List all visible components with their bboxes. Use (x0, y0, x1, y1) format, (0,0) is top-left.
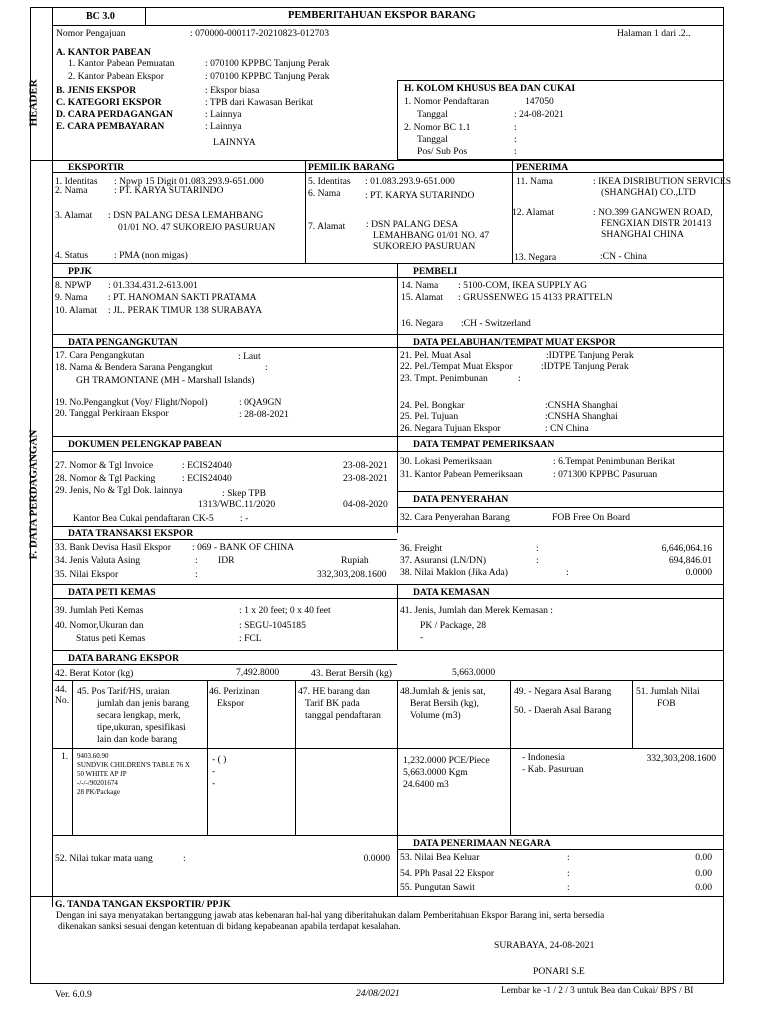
nilai-ekspor-colon: : (195, 569, 198, 580)
invoice-label: 27. Nomor & Tgl Invoice (55, 460, 154, 471)
col-hs-head: 45. Pos Tarif/HS, uraian (77, 686, 170, 697)
nomor-peti-label: 40. Nomor,Ukuran dan (55, 620, 144, 631)
jenis-ekspor-label: B. JENIS EKSPOR (56, 85, 137, 96)
kurs-label: 52. Nilai tukar mata uang (55, 853, 153, 864)
doc-code: BC 3.0 (86, 11, 115, 22)
valuta-name: Rupiah (341, 555, 369, 566)
col-izin-head: 46. Perizinan (209, 686, 260, 697)
kp-ekspor-label: 2. Kantor Pabean Ekspor (68, 71, 164, 82)
col-sep-5 (510, 680, 511, 835)
packing-label: 28. Nomor & Tgl Packing (55, 473, 156, 484)
penerima-alamat-value-3: SHANGHAI CHINA (601, 229, 684, 240)
col-sep-4 (397, 680, 398, 835)
sawit-value: 0.00 (695, 882, 712, 893)
ttd-statement-1: Dengan ini saya menyatakan bertanggung jawab atas kebenaran hal-hal yang diberitahukan dalam Pemberitahuan Ekspor Barang ini, serta bersedia (56, 911, 605, 921)
cara-pembayaran-value-2: LAINNYA (213, 137, 256, 148)
pembeli-negara-label: 16. Negara (401, 318, 444, 329)
maklon-label: 38. Nilai Maklon (Jika Ada) (400, 567, 508, 578)
row-jumlah-3: 24.6400 m3 (403, 779, 449, 790)
pel-bongkar-label: 24. Pel. Bongkar (400, 400, 465, 411)
row-daerah-asal: - Kab. Pasuruan (522, 764, 584, 775)
penyerahan-heading: DATA PENYERAHAN (413, 494, 509, 505)
col-daerah-head: 50. - Daerah Asal Barang (514, 705, 612, 716)
page-indicator: Halaman 1 dari .2.. (617, 28, 691, 39)
col-fob-head: 51. Jumlah Nilai (636, 686, 700, 697)
party-divider-1 (305, 160, 306, 263)
penerima-heading: PENERIMA (516, 162, 569, 173)
pemilik-heading: PEMILIK BARANG (308, 162, 395, 173)
doc-title: PEMBERITAHUAN EKSPOR BARANG (288, 10, 476, 21)
tmpt-penimbunan-value: : (518, 373, 521, 384)
section-column-line (52, 7, 53, 907)
ppjk-alamat-value: : JL. PERAK TIMUR 138 SURABAYA (108, 305, 263, 316)
kantor-pemeriksaan-label: 31. Kantor Pabean Pemeriksaan (400, 469, 523, 480)
eksportir-identitas-label: 1. Identitas (55, 176, 98, 187)
pos-value: : (514, 146, 517, 157)
berat-bersih-label: 43. Berat Bersih (kg) (311, 668, 392, 679)
dok-lainnya-date: 04-08-2020 (343, 499, 388, 510)
pemilik-alamat-value-3: SUKOREJO PASURUAN (373, 241, 476, 252)
lokasi-pemeriksaan-label: 30. Lokasi Pemeriksaan (400, 456, 492, 467)
col-hs-head-2: jumlah dan jenis barang (97, 698, 189, 709)
freight-value: 6,646,064.16 (661, 543, 712, 554)
eksportir-nama-value: : PT. KARYA SUTARINDO (114, 185, 224, 196)
bank-devisa-label: 33. Bank Devisa Hasil Ekspor (55, 542, 171, 553)
penerima-nama-label: 11. Nama (516, 176, 553, 187)
header-data-separator (30, 160, 724, 161)
asuransi-value: 694,846.01 (668, 555, 712, 566)
berat-kotor-value: 7,492.8000 (236, 667, 280, 678)
barang-top-line (52, 650, 724, 651)
ppjk-head-line (52, 277, 724, 278)
col-no-head-2: No. (55, 695, 70, 706)
eksportir-alamat-label: 3. Alamat (55, 210, 93, 221)
pemilik-identitas-label: 5. Identitas (308, 176, 351, 187)
pel-tujuan-label: 25. Pel. Tujuan (400, 411, 459, 422)
freight-label: 36. Freight (400, 543, 443, 554)
eksportir-status-label: 4. Status (55, 250, 89, 261)
berat-kotor-label: 42. Berat Kotor (kg) (55, 668, 134, 679)
nomor-pendaftaran-label: 1. Nomor Pendaftaran (404, 96, 489, 107)
col-jumlah-head-2: Berat Bersih (kg), (410, 698, 480, 709)
row-izin-2: - (212, 766, 216, 777)
pel-bongkar-value: :CNSHA Shanghai (545, 400, 618, 411)
ttd-name: PONARI S.E (533, 966, 585, 977)
pemilik-alamat-value-2: LEMAHBANG 01/01 NO. 47 (373, 230, 490, 241)
sarana-pengangkut-value: GH TRAMONTANE (MH - Marshall Islands) (76, 375, 255, 386)
nilai-ekspor-label: 35. Nilai Ekspor (55, 569, 119, 580)
eksportir-alamat-value: : DSN PALANG DESA LEMAHBANG (108, 210, 264, 221)
bank-devisa-value: : 069 - BANK OF CHINA (192, 542, 295, 553)
nomor-peti-value: : SEGU-1045185 (239, 620, 306, 631)
kemasan-heading: DATA KEMASAN (413, 587, 490, 598)
ppjk-alamat-label: 10. Alamat (55, 305, 98, 316)
tanggal-daftar-label: Tanggal (417, 109, 448, 120)
status-peti-label: Status peti Kemas (76, 633, 146, 644)
valuta-colon: : (195, 555, 198, 566)
col-he-head: 47. HE barang dan (298, 686, 370, 697)
title-row-line (52, 25, 724, 26)
pel-muat-asal-value: :IDTPE Tanjung Perak (546, 350, 634, 361)
row-jumlah-1: 1,232.0000 PCE/Piece (403, 755, 490, 766)
col-jumlah-head: 48.Jumlah & jenis sat, (400, 686, 486, 697)
col-sep-3 (295, 680, 296, 835)
nomor-pengajuan-label: Nomor Pengajuan (56, 28, 126, 39)
status-peti-value: : FCL (239, 633, 262, 644)
pelabuhan-heading: DATA PELABUHAN/TEMPAT MUAT EKSPOR (413, 337, 616, 348)
row-negara-asal: - Indonesia (522, 752, 565, 763)
col-sep-6 (632, 680, 633, 748)
dokumen-heading: DOKUMEN PELENGKAP PABEAN (68, 439, 222, 450)
pph-colon: : (567, 868, 570, 879)
pph-label: 54. PPh Pasal 22 Ekspor (400, 868, 495, 879)
berat-bersih-value: 5,663.0000 (452, 667, 496, 678)
col-izin-head-2: Ekspor (217, 698, 245, 709)
row-hs: 9403.60.90 (77, 752, 109, 760)
peti-top-line (52, 584, 724, 585)
nomor-pendaftaran-value: 147050 (525, 96, 554, 107)
eksportir-status-value: : PMA (non migas) (114, 250, 188, 261)
packing-date: 23-08-2021 (343, 473, 388, 484)
footer-version: Ver. 6.0.9 (55, 989, 92, 1000)
penerima-nama-value: : IKEA DISRIBUTION SERVICES (593, 176, 732, 187)
col-sep-2 (207, 680, 208, 835)
row-jumlah-2: 5,663.0000 Kgm (403, 767, 468, 778)
ppjk-top-line (52, 263, 724, 264)
sawit-colon: : (567, 882, 570, 893)
bea-keluar-colon: : (567, 852, 570, 863)
pemilik-nama-value: : PT. KARYA SUTARINDO (365, 190, 475, 201)
packing-value: : ECIS24040 (182, 473, 232, 484)
tanggal-bc11-label: Tanggal (417, 134, 448, 145)
tmpt-penimbunan-label: 23. Tmpt. Penimbunan (400, 373, 488, 384)
col-he-head-3: tanggal pendaftaran (305, 710, 381, 721)
data-perdagangan-section-label: F. DATA PERDAGANGAN (27, 429, 40, 560)
peti-head-line (52, 598, 724, 599)
bea-keluar-label: 53. Nilai Bea Keluar (400, 852, 480, 863)
pembeli-nama-label: 14. Nama (401, 280, 439, 291)
jumlah-peti-label: 39. Jumlah Peti Kemas (55, 605, 144, 616)
sarana-pengangkut-label: 18. Nama & Bendera Sarana Pengangkut (55, 362, 213, 373)
kantor-pemeriksaan-value: : 071300 KPPBC Pasuruan (553, 469, 658, 480)
row-desc-4: 28 PK/Package (77, 788, 120, 796)
row-desc-3: -/-/-/90201674 (77, 779, 118, 787)
pel-tujuan-value: :CNSHA Shanghai (545, 411, 618, 422)
cara-pembayaran-value: : Lainnya (205, 121, 242, 132)
valuta-code: IDR (218, 555, 235, 566)
lokasi-pemeriksaan-value: : 6.Tempat Penimbunan Berikat (553, 456, 675, 467)
penerima-nama-value-2: (SHANGHAI) CO.,LTD (601, 187, 696, 198)
tanggal-ekspor-label: 20. Tanggal Perkiraan Ekspor (55, 408, 169, 419)
ppjk-npwp-label: 8. NPWP (55, 280, 92, 291)
eksportir-identitas-value: : Npwp 15 Digit 01.083.293.9-651.000 (114, 176, 264, 187)
kemasan-merek: - (420, 632, 424, 643)
pemeriksaan-heading: DATA TEMPAT PEMERIKSAAN (413, 439, 555, 450)
col-no-head: 44. (55, 684, 67, 695)
col-negara-head: 49. - Negara Asal Barang (514, 686, 612, 697)
dok-lainnya-value: : Skep TPB (222, 488, 267, 499)
dok-lainnya-value-2: 1313/WBC.11/2020 (198, 499, 276, 510)
transaksi-heading: DATA TRANSAKSI EKSPOR (68, 528, 194, 539)
valuta-label: 34. Jenis Valuta Asing (55, 555, 141, 566)
tanggal-daftar-value: : 24-08-2021 (514, 109, 564, 120)
kategori-ekspor-value: : TPB dari Kawasan Berikat (205, 97, 313, 108)
penerimaan-heading: DATA PENERIMAAN NEGARA (413, 838, 551, 849)
kemasan-value: PK / Package, 28 (420, 620, 487, 631)
pel-muat-asal-label: 21. Pel. Muat Asal (400, 350, 472, 361)
pel-muat-ekspor-value: :IDTPE Tanjung Perak (541, 361, 629, 372)
penerima-negara-value: :CN - China (600, 251, 647, 262)
ttd-heading: G. TANDA TANGAN EKSPORTIR/ PPJK (55, 899, 231, 910)
title-divider (145, 7, 146, 25)
pembeli-alamat-value: : GRUSSENWEG 15 4133 PRATTELN (458, 292, 613, 303)
eksportir-nama-label: 2. Nama (55, 185, 88, 196)
pembeli-alamat-label: 15. Alamat (401, 292, 444, 303)
tanggal-ekspor-value: : 28-08-2021 (239, 409, 289, 420)
kantor-pabean-heading: A. KANTOR PABEAN (56, 47, 151, 58)
footer-date: 24/08/2021 (356, 988, 400, 999)
cara-penyerahan-value: FOB Free On Board (552, 512, 631, 523)
transaksi-top-line (52, 526, 724, 527)
transaksi-head-line (52, 539, 397, 540)
pel-muat-ekspor-label: 22. Pel./Tempat Muat Ekspor (400, 361, 513, 372)
bc11-value: : (514, 122, 517, 133)
penerima-negara-label: 13. Negara (514, 252, 557, 263)
bc11-label: 2. Nomor BC 1.1 (404, 122, 471, 133)
no-pengangkut-value: : 0QA9GN (239, 397, 282, 408)
pembeli-heading: PEMBELI (413, 266, 458, 277)
jenis-ekspor-value: : Ekspor biasa (205, 85, 260, 96)
kp-muat-label: 1. Kantor Pabean Pemuatan (68, 58, 175, 69)
pembeli-nama-value: : 5100-COM, IKEA SUPPLY AG (458, 280, 588, 291)
cara-pengangkutan-value: : Laut (238, 351, 261, 362)
kurs-colon: : (183, 853, 186, 864)
penerima-alamat-value: : NO.399 GANGWEN ROAD, (593, 207, 713, 218)
pemilik-alamat-value: : DSN PALANG DESA (366, 219, 459, 230)
col-sep-1 (72, 680, 73, 835)
asuransi-colon: : (536, 555, 539, 566)
ck5-value: : - (240, 513, 249, 524)
bea-keluar-value: 0.00 (695, 852, 712, 863)
row-no: 1. (61, 751, 69, 762)
ppjk-npwp-value: : 01.334.431.2-613.001 (108, 280, 198, 291)
pph-value: 0.00 (695, 868, 712, 879)
cara-penyerahan-label: 32. Cara Penyerahan Barang (400, 512, 510, 523)
penerima-alamat-value-2: FENGXIAN DISTR 201413 (601, 218, 712, 229)
pos-label: Pos/ Sub Pos (417, 146, 468, 157)
dokumen-head-line (52, 451, 724, 452)
kurs-value: 0.0000 (363, 853, 390, 864)
ttd-top-line (30, 896, 724, 897)
ttd-statement-2: dikenakan sanksi sesuai dengan ketentuan di bidang kepabeanan apabila terdapat kesalahan. (58, 922, 401, 932)
penerimaan-head-line (397, 849, 724, 850)
kolom-khusus-heading: H. KOLOM KHUSUS BEA DAN CUKAI (404, 83, 576, 94)
pengangkutan-heading: DATA PENGANGKUTAN (68, 337, 178, 348)
jumlah-peti-value: : 1 x 20 feet; 0 x 40 feet (239, 605, 331, 616)
mid-divider (397, 263, 398, 533)
penerima-alamat-label: 12. Alamat (512, 207, 555, 218)
ppjk-nama-value: : PT. HANOMAN SAKTI PRATAMA (108, 292, 257, 303)
ck5-label: Kantor Bea Cukai pendaftaran CK-5 (73, 513, 214, 524)
penerimaan-divider (397, 835, 398, 896)
item-table-bottom (52, 835, 724, 836)
penyerahan-head-line (397, 507, 724, 508)
dokumen-top-line (52, 436, 724, 437)
col-fob-head-2: FOB (657, 698, 676, 709)
row-fob-value: 332,303,208.1600 (646, 753, 716, 764)
ppjk-heading: PPJK (68, 266, 92, 277)
cara-pengangkutan-label: 17. Cara Pengangkutan (55, 350, 145, 361)
row-desc-1: SUNDVIK CHILDREN'S TABLE 76 X (77, 761, 190, 769)
pemilik-nama-label: 6. Nama (308, 188, 341, 199)
eksportir-alamat-value-2: 01/01 NO. 47 SUKOREJO PASURUAN (118, 222, 276, 233)
col-hs-head-3: secara lengkap, merk, (97, 710, 181, 721)
negara-tujuan-value: : CN China (545, 423, 589, 434)
negara-tujuan-label: 26. Negara Tujuan Ekspor (400, 423, 501, 434)
freight-colon: : (536, 543, 539, 554)
cara-perdagangan-label: D. CARA PERDAGANGAN (56, 109, 173, 120)
header-section-label: HEADER (27, 79, 40, 127)
maklon-colon: : (566, 567, 569, 578)
nilai-ekspor-value: 332,303,208.1600 (317, 569, 387, 580)
invoice-date: 23-08-2021 (343, 460, 388, 471)
kp-ekspor-value: : 070100 KPPBC Tanjung Perak (205, 71, 330, 82)
maklon-value: 0.0000 (685, 567, 712, 578)
col-hs-head-5: lain dan kode barang (97, 734, 178, 745)
kategori-ekspor-label: C. KATEGORI EKSPOR (56, 97, 162, 108)
sarana-pengangkut-colon: : (265, 362, 268, 373)
penyerahan-top-line (397, 491, 724, 492)
col-jumlah-head-3: Volume (m3) (410, 710, 461, 721)
pemilik-alamat-label: 7. Alamat (308, 221, 346, 232)
eksportir-heading: EKSPORTIR (68, 162, 125, 173)
pembeli-negara-value: :CH - Switzerland (461, 318, 531, 329)
kp-muat-value: : 070100 KPPBC Tanjung Perak (205, 58, 330, 69)
tanggal-bc11-value: : (514, 134, 517, 145)
footer-lembar: Lembar ke -1 / 2 / 3 untuk Bea dan Cukai/ BPS / BI (501, 986, 694, 996)
no-pengangkut-label: 19. No.Pengangkut (Voy/ Flight/Nopol) (55, 397, 208, 408)
cara-pembayaran-label: E. CARA PEMBAYARAN (56, 121, 165, 132)
pengangkutan-top-line (52, 334, 724, 335)
cara-perdagangan-value: : Lainnya (205, 109, 242, 120)
ppjk-nama-label: 9. Nama (55, 292, 88, 303)
col-he-head-2: Tarif BK pada (305, 698, 360, 709)
invoice-value: : ECIS24040 (182, 460, 232, 471)
asuransi-label: 37. Asuransi (LN/DN) (400, 555, 487, 566)
col-hs-head-4: tipe,ukuran, spesifikasi (97, 722, 186, 733)
row-izin-3: - (212, 778, 216, 789)
row-izin-1: - ( ) (212, 754, 227, 765)
peti-heading: DATA PETI KEMAS (68, 587, 156, 598)
dok-lainnya-label: 29. Jenis, No & Tgl Dok. lainnya (55, 485, 183, 496)
ttd-place-date: SURABAYA, 24-08-2021 (494, 940, 595, 951)
pemilik-identitas-value: : 01.083.293.9-651.000 (365, 176, 455, 187)
nomor-pengajuan-value: : 070000-000117-20210823-012703 (190, 28, 330, 39)
kemasan-label: 41. Jenis, Jumlah dan Merek Kemasan : (400, 605, 553, 616)
peti-divider (397, 584, 398, 650)
item-table-top (52, 680, 724, 681)
sawit-label: 55. Pungutan Sawit (400, 882, 475, 893)
barang-heading: DATA BARANG EKSPOR (68, 653, 180, 664)
barang-head-line (52, 664, 397, 665)
row-desc-2: 50 WHITE AP JP (77, 770, 127, 778)
item-table-head-bottom (52, 748, 724, 749)
